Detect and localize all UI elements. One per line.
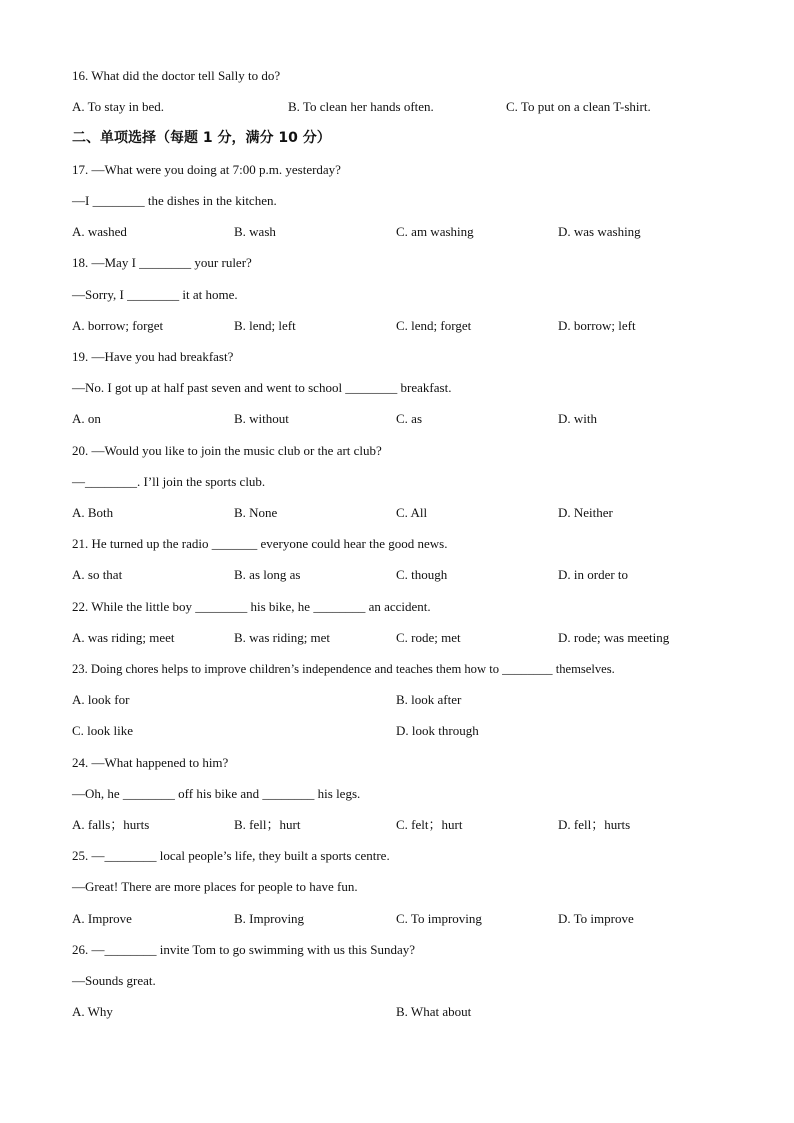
- question-24-stem: 24. —What happened to him?: [72, 755, 229, 770]
- section-title: 二、单项选择（每题 1 分，满分 10 分）: [72, 130, 331, 146]
- question-26-reply: —Sounds great.: [72, 973, 156, 988]
- question-17-option-a: A. washed: [72, 224, 127, 239]
- question-19-option-b: B. without: [234, 411, 289, 426]
- question-16-stem: 16. What did the doctor tell Sally to do?: [72, 68, 281, 83]
- question-19-stem: 19. —Have you had breakfast?: [72, 349, 234, 364]
- question-24-option-b: B. fell；hurt: [234, 817, 301, 832]
- question-21-option-a: A. so that: [72, 567, 123, 582]
- question-23-option-c: C. look like: [72, 723, 134, 738]
- question-19-option-d: D. with: [558, 411, 597, 426]
- question-23-option-b: B. look after: [396, 692, 462, 707]
- question-21-option-b: B. as long as: [234, 567, 301, 582]
- question-17-option-d: D. was washing: [558, 224, 641, 239]
- question-20-option-a: A. Both: [72, 505, 114, 520]
- question-16-option-b: B. To clean her hands often.: [288, 99, 434, 114]
- question-20-reply: —________. I’ll join the sports club.: [72, 474, 266, 489]
- question-18-option-d: D. borrow; left: [558, 318, 636, 333]
- question-21-option-d: D. in order to: [558, 567, 629, 582]
- question-25-stem: 25. —________ local people’s life, they built a sports centre.: [72, 848, 390, 863]
- question-22-option-d: D. rode; was meeting: [558, 630, 670, 645]
- question-17-option-b: B. wash: [234, 224, 276, 239]
- question-25-option-d: D. To improve: [558, 911, 634, 926]
- question-23-option-d: D. look through: [396, 723, 479, 738]
- question-24-reply: —Oh, he ________ off his bike and ________ his legs.: [72, 786, 361, 801]
- question-26-stem: 26. —________ invite Tom to go swimming with us this Sunday?: [72, 942, 415, 957]
- question-25-reply: —Great! There are more places for people to have fun.: [72, 879, 358, 894]
- question-26-option-b: B. What about: [396, 1004, 472, 1019]
- question-16-option-c: C. To put on a clean T-shirt.: [506, 99, 651, 114]
- question-21-option-c: C. though: [396, 567, 448, 582]
- question-17-stem: 17. —What were you doing at 7:00 p.m. yesterday?: [72, 162, 341, 177]
- question-20-stem: 20. —Would you like to join the music club or the art club?: [72, 443, 382, 458]
- question-26-option-a: A. Why: [72, 1004, 113, 1019]
- question-25-option-b: B. Improving: [234, 911, 305, 926]
- question-22-stem: 22. While the little boy ________ his bike, he ________ an accident.: [72, 599, 431, 614]
- question-22-option-a: A. was riding; meet: [72, 630, 175, 645]
- question-21-stem: 21. He turned up the radio _______ everyone could hear the good news.: [72, 536, 448, 551]
- question-20-option-c: C. All: [396, 505, 428, 520]
- question-19-reply: —No. I got up at half past seven and went to school ________ breakfast.: [72, 380, 452, 395]
- question-25-option-c: C. To improving: [396, 911, 482, 926]
- question-17-reply: —I ________ the dishes in the kitchen.: [72, 193, 277, 208]
- question-23-stem: 23. Doing chores helps to improve children’s independence and teaches them how to ________ themselves.: [72, 662, 615, 676]
- question-22-option-c: C. rode; met: [396, 630, 461, 645]
- question-20-option-b: B. None: [234, 505, 278, 520]
- question-18-stem: 18. —May I ________ your ruler?: [72, 255, 252, 270]
- question-19-option-a: A. on: [72, 411, 101, 426]
- question-23-option-a: A. look for: [72, 692, 130, 707]
- question-24-option-d: D. fell；hurts: [558, 817, 631, 832]
- question-24-option-a: A. falls；hurts: [72, 817, 150, 832]
- question-17-option-c: C. am washing: [396, 224, 474, 239]
- question-25-option-a: A. Improve: [72, 911, 132, 926]
- question-20-option-d: D. Neither: [558, 505, 613, 520]
- question-18-option-b: B. lend; left: [234, 318, 296, 333]
- question-24-option-c: C. felt；hurt: [396, 817, 463, 832]
- question-22-option-b: B. was riding; met: [234, 630, 331, 645]
- question-18-option-a: A. borrow; forget: [72, 318, 164, 333]
- question-18-reply: —Sorry, I ________ it at home.: [72, 287, 238, 302]
- question-18-option-c: C. lend; forget: [396, 318, 472, 333]
- question-19-option-c: C. as: [396, 411, 422, 426]
- question-16-option-a: A. To stay in bed.: [72, 99, 165, 114]
